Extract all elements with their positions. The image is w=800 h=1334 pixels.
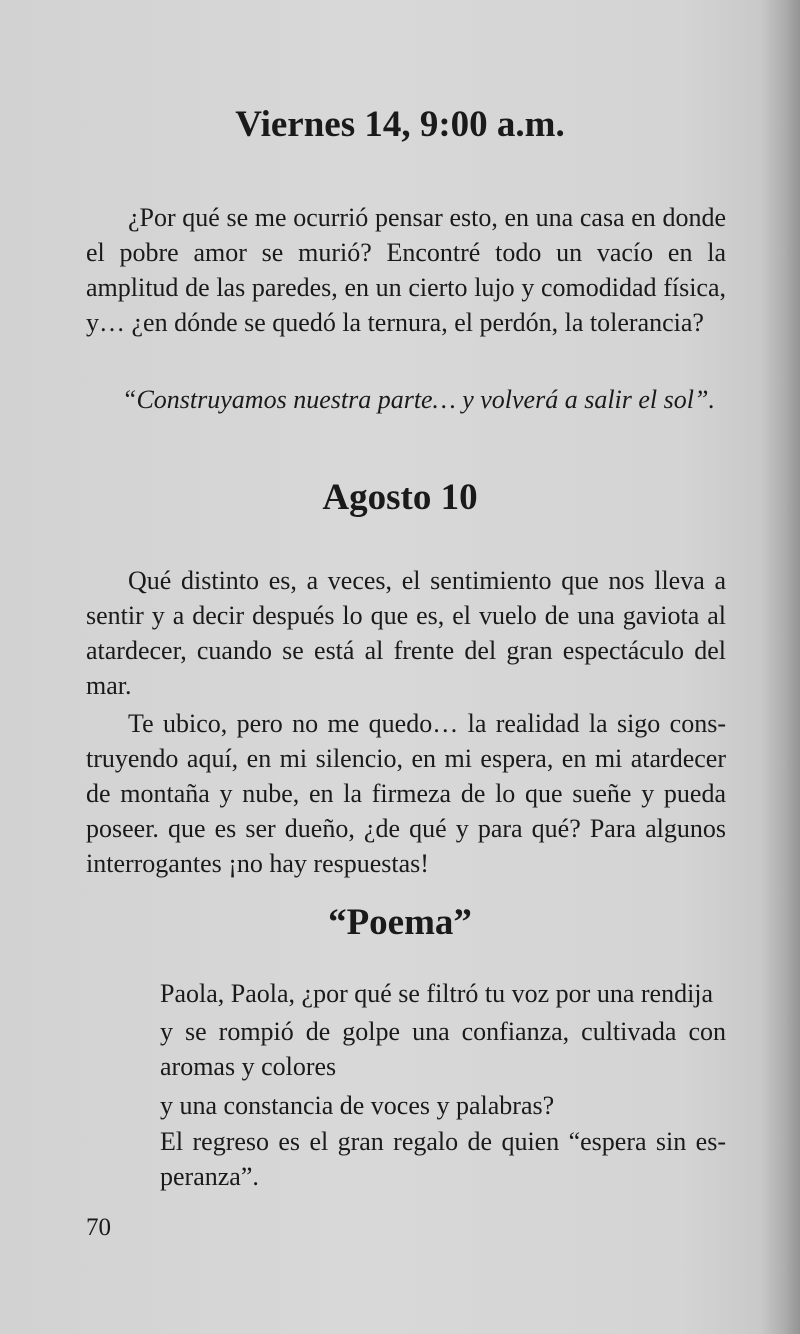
paragraph-agosto-1: Qué distinto es, a veces, el sentimiento que nos lleva a sentir y a decir después lo que es, el vuelo de una gaviota al atardecer, cuando se está al frente del gran espectáculo del mar. <box>86 566 726 700</box>
paragraph-viernes: ¿Por qué se me ocurrió pensar esto, en una casa en donde el pobre amor se murió? Encontré todo un vacío en la amplitud de las paredes, en un cierto lujo y comodidad física, y… ¿en dónde se quedó la ternura, el perdón, la tolerancia? <box>86 203 726 337</box>
poem-line: El regreso es el gran regalo de quien “espera sin esperanza”. <box>160 1127 726 1191</box>
poem-line: y una constancia de voces y palabras? <box>160 1091 555 1120</box>
italic-quote: “Construyamos nuestra parte… y volverá a salir el sol”. <box>122 385 715 414</box>
paragraph-agosto-2: Te ubico, pero no me quedo… la realidad la sigo construyendo aquí, en mi silencio, en mi espera, en mi atardecer de montaña y nube, en la firmeza de lo que sueñe y pueda poseer. que es ser dueño, ¿de qué y para qué? Para algunos interrogantes ¡no hay respuestas! <box>86 709 726 878</box>
section-heading-poema: “Poema” <box>328 902 472 943</box>
page-edge-shadow <box>760 0 800 1334</box>
poem-line: y se rompió de golpe una confianza, cultivada con aromas y colores <box>160 1017 726 1081</box>
section-heading-agosto: Agosto 10 <box>322 477 478 518</box>
page-number: 70 <box>86 1214 111 1241</box>
section-heading-viernes: Viernes 14, 9:00 a.m. <box>235 104 565 145</box>
poem-line: Paola, Paola, ¿por qué se filtró tu voz por una rendija <box>160 979 714 1008</box>
